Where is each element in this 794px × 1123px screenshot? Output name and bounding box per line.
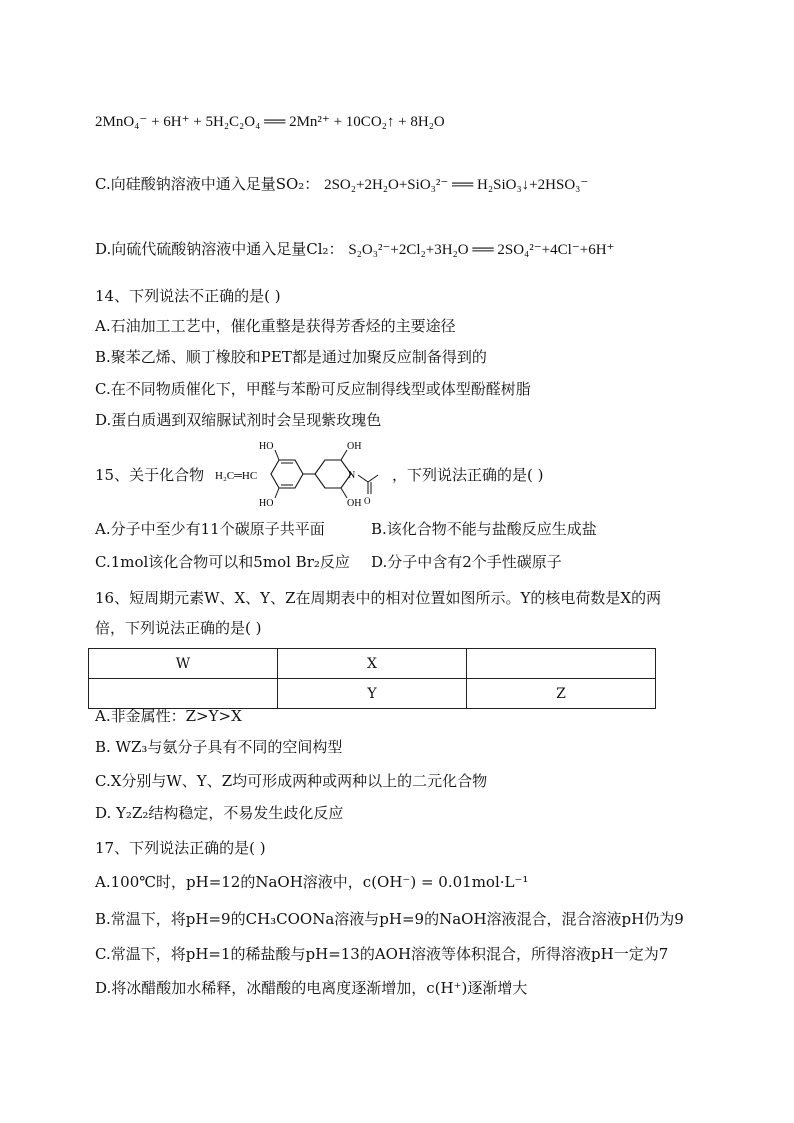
q17-option-d: D.将冰醋酸加水稀释，冰醋酸的电离度逐渐增加，c(H⁺)逐渐增大 xyxy=(95,979,528,997)
q16-option-d: D. Y₂Z₂结构稳定，不易发生歧化反应 xyxy=(95,804,344,822)
q17-option-c: C.常温下，将pH=1的稀盐酸与pH=13的AOH溶液等体积混合，所得溶液pH一定为7 xyxy=(95,945,669,963)
q17-stem: 17、下列说法正确的是( ) xyxy=(95,839,266,857)
oh-top-label: OH xyxy=(347,441,362,452)
table-cell: Y xyxy=(278,679,467,709)
q15-option-b: B.该化合物不能与盐酸反应生成盐 xyxy=(371,520,597,538)
q16-stem-line2: 倍，下列说法正确的是( ) xyxy=(95,619,262,637)
table-cell: Z xyxy=(467,679,656,709)
table-row xyxy=(89,649,656,679)
q14-option-b: B.聚苯乙烯、顺丁橡胶和PET都是通过加聚反应制备得到的 xyxy=(95,348,487,366)
vinyl-label: H₂C═HC xyxy=(215,470,258,482)
equation-permanganate: 2MnO₄⁻ + 6H⁺ + 5H₂C₂O₄ ══ 2Mn²⁺ + 10CO₂↑ + 8H₂O xyxy=(95,114,445,130)
oh-bottom-label: OH xyxy=(347,498,362,509)
svg-text:O: O xyxy=(364,496,371,506)
q16-stem-line1: 16、短周期元素W、X、Y、Z在周期表中的相对位置如图所示。Y的核电荷数是X的两 xyxy=(95,589,662,607)
q14-option-d: D.蛋白质遇到双缩脲试剂时会呈现紫玫瑰色 xyxy=(95,411,382,429)
q16-option-b: B. WZ₃与氨分子具有不同的空间构型 xyxy=(95,738,343,756)
q15-structure-diagram xyxy=(213,438,388,510)
q17-option-a: A.100℃时，pH=12的NaOH溶液中，c(OH⁻) = 0.01mol·L⁻¹ xyxy=(95,873,529,891)
option-c-prefix: C.向硅酸钠溶液中通入足量SO₂： xyxy=(95,175,320,193)
ho-top-label: HO xyxy=(259,441,274,452)
q16-option-a: A.非金属性：Z>Y>X xyxy=(95,707,242,725)
q15-stem-pre: 15、关于化合物 xyxy=(95,466,205,484)
option-d-equation: S₂O₃²⁻+2Cl₂+3H₂O ══ 2SO₄²⁻+4Cl⁻+6H⁺ xyxy=(348,242,615,258)
option-d-thiosulfate xyxy=(95,238,614,261)
option-c-equation: 2SO₂+2H₂O+SiO₃²⁻ ══ H₂SiO₃↓+2HSO₃⁻ xyxy=(324,177,589,193)
q14-option-c: C.在不同物质催化下，甲醛与苯酚可反应制得线型或体型酚醛树脂 xyxy=(95,380,531,398)
table-cell: X xyxy=(278,649,467,679)
q14-option-a: A.石油加工工艺中，催化重整是获得芳香烃的主要途径 xyxy=(95,317,456,335)
periodic-position-table xyxy=(88,648,656,709)
q17-option-b: B.常温下，将pH=9的CH₃COONa溶液与pH=9的NaOH溶液混合，混合溶液pH仍为9 xyxy=(95,910,684,928)
q14-stem: 14、下列说法不正确的是( ) xyxy=(95,287,281,305)
table-cell xyxy=(89,679,278,709)
q15-stem-post: ，下列说法正确的是( ) xyxy=(392,466,544,484)
table-row xyxy=(89,679,656,709)
q15-option-d: D.分子中含有2个手性碳原子 xyxy=(371,553,562,571)
option-c-silicate xyxy=(95,173,588,196)
q15-option-a: A.分子中至少有11个碳原子共平面 xyxy=(95,520,325,538)
ho-bottom-label: HO xyxy=(259,498,274,509)
table-cell xyxy=(467,649,656,679)
option-d-prefix: D.向硫代硫酸钠溶液中通入足量Cl₂： xyxy=(95,240,344,258)
table-cell: W xyxy=(89,649,278,679)
q15-option-c: C.1mol该化合物可以和5mol Br₂反应 xyxy=(95,553,350,571)
q16-option-c: C.X分别与W、Y、Z均可形成两种或两种以上的二元化合物 xyxy=(95,772,488,790)
svg-text:N: N xyxy=(348,470,356,481)
